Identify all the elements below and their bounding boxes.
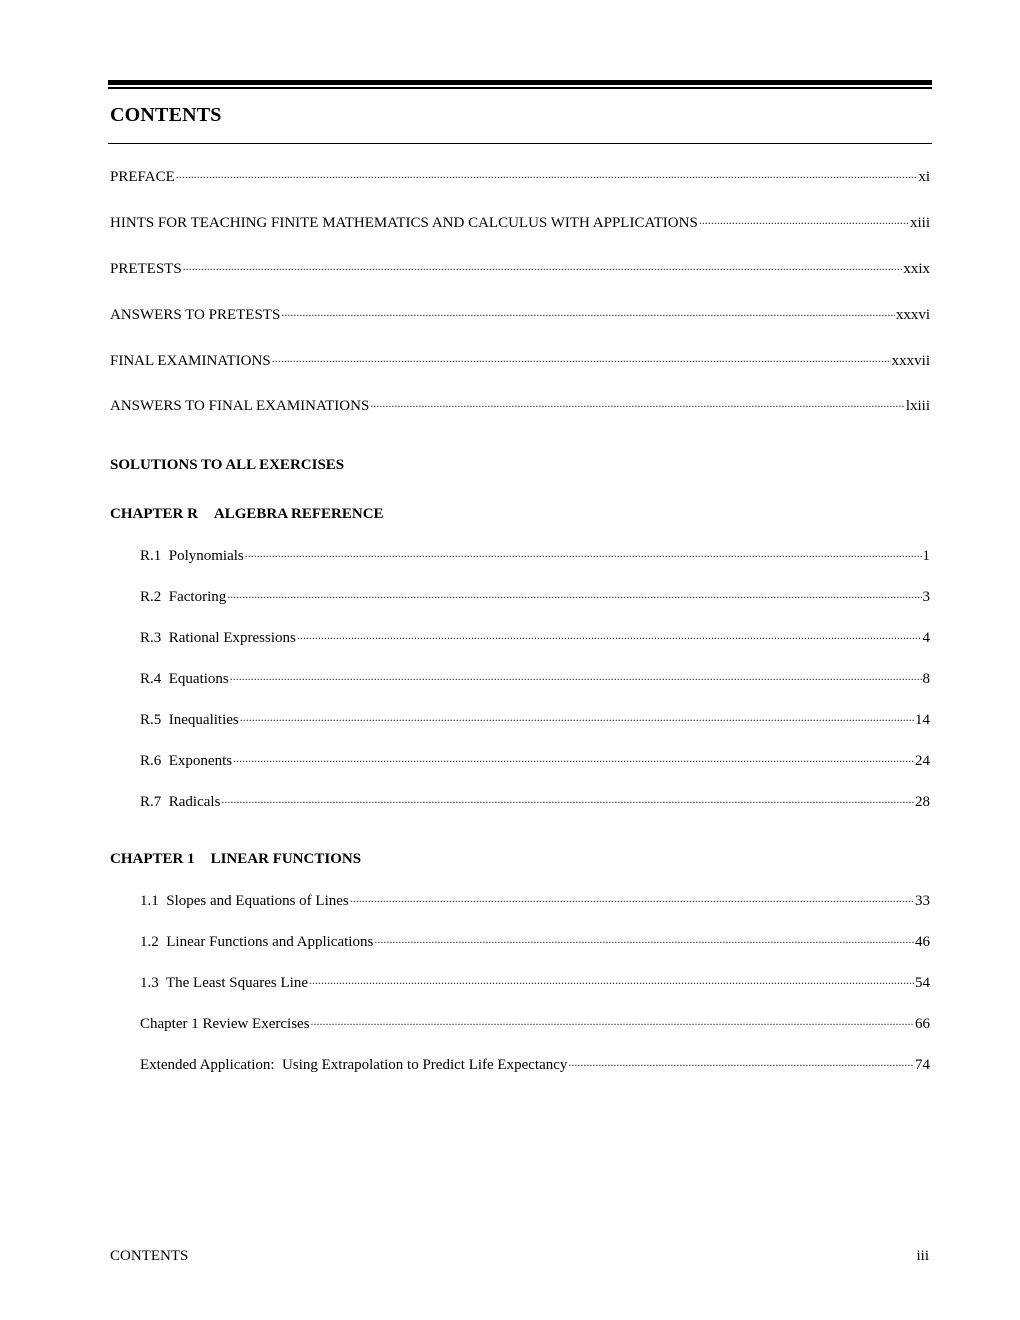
toc-entry-page: lxiii — [905, 398, 930, 414]
page-title: CONTENTS — [110, 104, 222, 126]
toc-entry-label: 1.1 Slopes and Equations of Lines — [140, 893, 349, 909]
toc-entry-page: xxxvii — [891, 353, 930, 369]
toc-entry-hints[interactable] — [110, 213, 930, 232]
toc-entry-label: R.5 Inequalities — [140, 712, 239, 728]
toc-entry-page: 28 — [915, 794, 930, 810]
toc-entry-page: 46 — [915, 934, 930, 950]
dot-leader — [370, 396, 905, 410]
toc-entry-page: xxix — [903, 261, 930, 277]
footer-running-title: CONTENTS — [110, 1248, 189, 1264]
toc-section-entry[interactable] — [140, 628, 930, 647]
dot-leader — [230, 669, 922, 683]
toc-entry-page: xi — [918, 169, 930, 185]
toc-entry-answers-final-exams[interactable] — [110, 396, 930, 415]
toc-entry-page: xiii — [909, 215, 930, 231]
dot-leader — [311, 1014, 914, 1028]
chapter-heading — [110, 505, 384, 523]
dot-leader — [297, 628, 922, 642]
toc-entry-page: 54 — [915, 975, 930, 991]
dot-leader — [227, 587, 921, 601]
toc-section-entry[interactable] — [140, 932, 930, 951]
toc-section-entry[interactable] — [140, 669, 930, 688]
toc-entry-label: ANSWERS TO PRETESTS — [110, 307, 281, 323]
toc-entry-page: 3 — [922, 589, 930, 605]
toc-section-entry[interactable] — [140, 1055, 930, 1074]
toc-entry-answers-pretests[interactable] — [110, 305, 930, 324]
header-rule-thick — [108, 80, 932, 85]
toc-section-entry[interactable] — [140, 546, 930, 565]
toc-entry-page: 4 — [922, 630, 930, 646]
dot-leader — [374, 932, 914, 946]
dot-leader — [281, 305, 895, 319]
dot-leader — [699, 213, 909, 227]
toc-entry-label: R.7 Radicals — [140, 794, 221, 810]
chapter-number: CHAPTER R — [110, 506, 198, 522]
toc-entry-label: R.6 Exponents — [140, 753, 233, 769]
toc-entry-final-exams[interactable] — [110, 351, 930, 370]
toc-entry-preface[interactable] — [110, 167, 930, 186]
toc-entry-page: 66 — [915, 1016, 930, 1032]
dot-leader — [309, 973, 914, 987]
toc-entry-label: Chapter 1 Review Exercises — [140, 1016, 310, 1032]
toc-entry-label: R.4 Equations — [140, 671, 229, 687]
toc-entry-pretests[interactable] — [110, 259, 930, 278]
chapter-number: CHAPTER 1 — [110, 851, 195, 867]
toc-entry-label: R.3 Rational Expressions — [140, 630, 296, 646]
toc-entry-label: ANSWERS TO FINAL EXAMINATIONS — [110, 398, 370, 414]
chapter-heading — [110, 850, 361, 868]
dot-leader — [176, 167, 918, 181]
toc-entry-page: 33 — [915, 893, 930, 909]
toc-entry-page: 74 — [915, 1057, 930, 1073]
footer-page-number: iii — [916, 1248, 929, 1264]
toc-section-entry[interactable] — [140, 973, 930, 992]
toc-entry-label: HINTS FOR TEACHING FINITE MATHEMATICS AND CALCULUS WITH APPLICATIONS — [110, 215, 698, 231]
title-underline-rule — [108, 143, 932, 144]
toc-entry-page: xxxvi — [895, 307, 930, 323]
dot-leader — [245, 546, 922, 560]
dot-leader — [221, 792, 914, 806]
toc-entry-label: R.2 Factoring — [140, 589, 227, 605]
dot-leader — [240, 710, 914, 724]
toc-section-entry[interactable] — [140, 792, 930, 811]
toc-entry-label: Extended Application: Using Extrapolation to Predict Life Expectancy — [140, 1057, 568, 1073]
toc-section-entry[interactable] — [140, 587, 930, 606]
chapter-title: ALGEBRA REFERENCE — [213, 506, 384, 522]
toc-entry-page: 1 — [922, 548, 930, 564]
toc-entry-page: 24 — [915, 753, 930, 769]
toc-section-entry[interactable] — [140, 710, 930, 729]
toc-section-entry[interactable] — [140, 891, 930, 910]
toc-entry-page: 14 — [915, 712, 930, 728]
dot-leader — [272, 351, 891, 365]
toc-entry-label: 1.2 Linear Functions and Applications — [140, 934, 374, 950]
toc-section-entry[interactable] — [140, 751, 930, 770]
toc-entry-label: R.1 Polynomials — [140, 548, 244, 564]
dot-leader — [183, 259, 903, 273]
solutions-heading: SOLUTIONS TO ALL EXERCISES — [110, 457, 345, 473]
chapter-title: LINEAR FUNCTIONS — [210, 851, 362, 867]
header-rule-thin — [108, 87, 932, 89]
toc-entry-label: PRETESTS — [110, 261, 182, 277]
toc-entry-label: PREFACE — [110, 169, 175, 185]
toc-entry-page: 8 — [922, 671, 930, 687]
dot-leader — [568, 1055, 914, 1069]
toc-section-entry[interactable] — [140, 1014, 930, 1033]
dot-leader — [233, 751, 914, 765]
toc-entry-label: 1.3 The Least Squares Line — [140, 975, 309, 991]
toc-entry-label: FINAL EXAMINATIONS — [110, 353, 271, 369]
dot-leader — [350, 891, 914, 905]
